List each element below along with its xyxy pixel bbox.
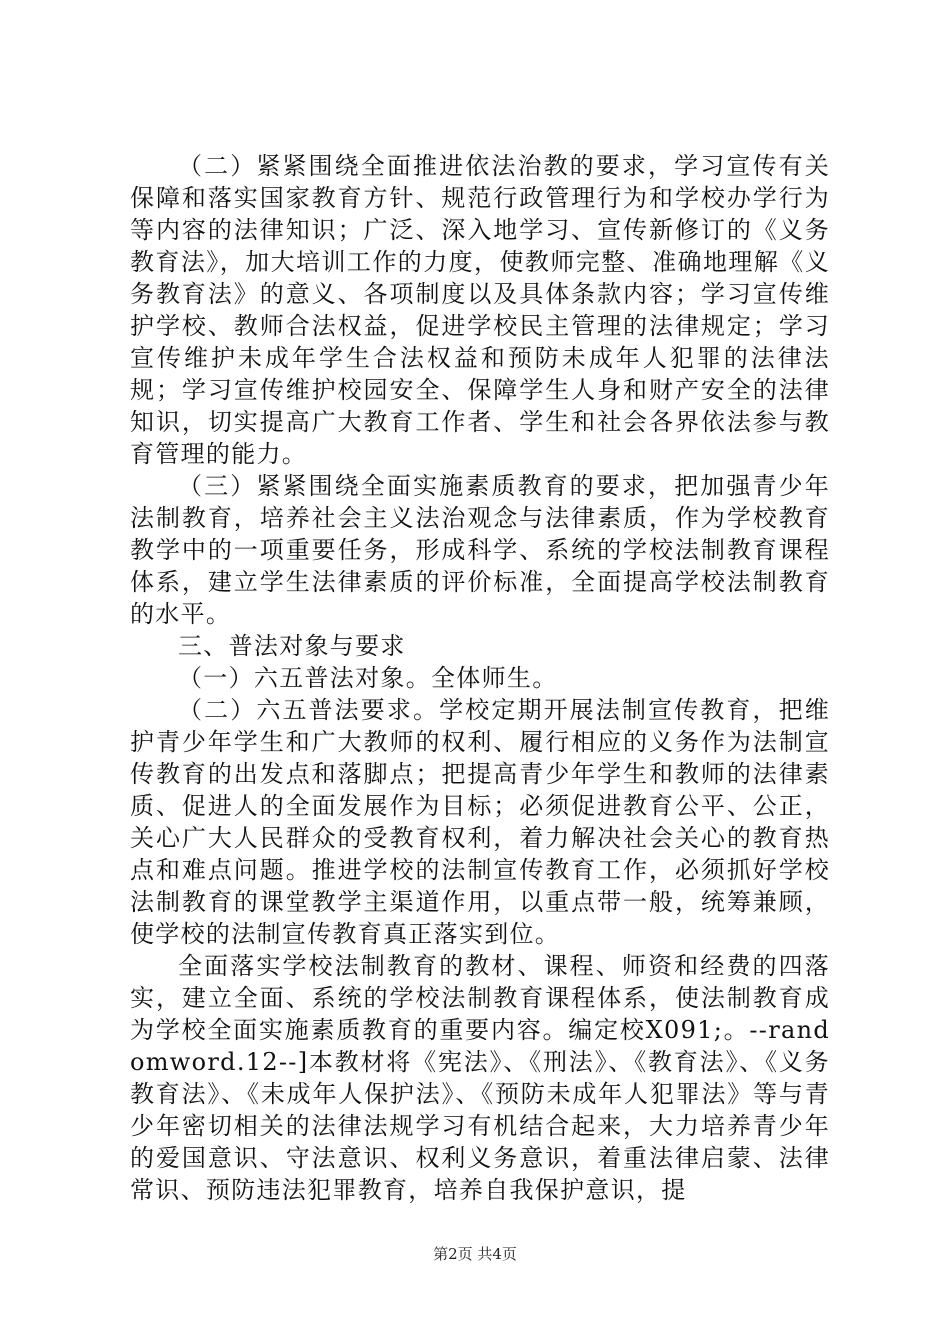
document-body — [130, 150, 830, 1206]
paragraph-quality-education: （三）紧紧围绕全面实施素质教育的要求，把加强青少年法制教育，培养社会主义法治观念与法律素质，作为学校教育教学中的一项重要任务，形成科学、系统的学校法制教育课程体系，建立学生法律素质的评价标准，全面提高学校法制教育的水平。 — [130, 472, 830, 628]
section-heading-targets-requirements: 三、普法对象与要求 — [178, 632, 406, 660]
page-number-label: 第2页 共4页 — [433, 1245, 517, 1263]
paragraph-requirements: （二）六五普法要求。学校定期开展法制宣传教育，把维护青少年学生和广大教师的权利、履行相应的义务作为法制宣传教育的出发点和落脚点；把提高青少年学生和教师的法律素质、促进人的全面发展作为目标；必须促进教育公平、公正，关心广大人民群众的受教育权利，着力解决社会关心的教育热点和难点问题。推进学校的法制宣传教育工作，必须抓好学校法制教育的课堂教学主渠道作用，以重点带一般，统筹兼顾，使学校的法制宣传教育真正落实到位。 — [130, 696, 830, 948]
paragraph-implementation: 全面落实学校法制教育的教材、课程、师资和经费的四落实，建立全面、系统的学校法制教育课程体系，使法制教育成为学校全面实施素质教育的重要内容。编定校X091;。--randomword.12--]本教材将《宪法》、《刑法》、《教育法》、《义务教育法》、《未成年人保护法》、《预防未成年人犯罪法》等与青少年密切相关的法律法规学习有机结合起来，大力培养青少年的爱国意识、守法意识、权利义务意识，着重法律启蒙、法律常识、预防违法犯罪教育，培养自我保护意识，提 — [130, 952, 830, 1204]
page-footer — [0, 1243, 950, 1264]
paragraph-rule-of-law-education: （二）紧紧围绕全面推进依法治教的要求，学习宣传有关保障和落实国家教育方针、规范行政管理行为和学校办学行为等内容的法律知识；广泛、深入地学习、宣传新修订的《义务教育法》，加大培训工作的力度，使教师完整、准确地理解《义务教育法》的意义、各项制度以及具体条款内容；学习宣传维护学校、教师合法权益，促进学校民主管理的法律规定；学习宣传维护未成年学生合法权益和预防未成年人犯罪的法律法规；学习宣传维护校园安全、保障学生人身和财产安全的法律知识，切实提高广大教育工作者、学生和社会各界依法参与教育管理的能力。 — [130, 152, 830, 468]
paragraph-targets: （一）六五普法对象。全体师生。 — [178, 664, 558, 692]
